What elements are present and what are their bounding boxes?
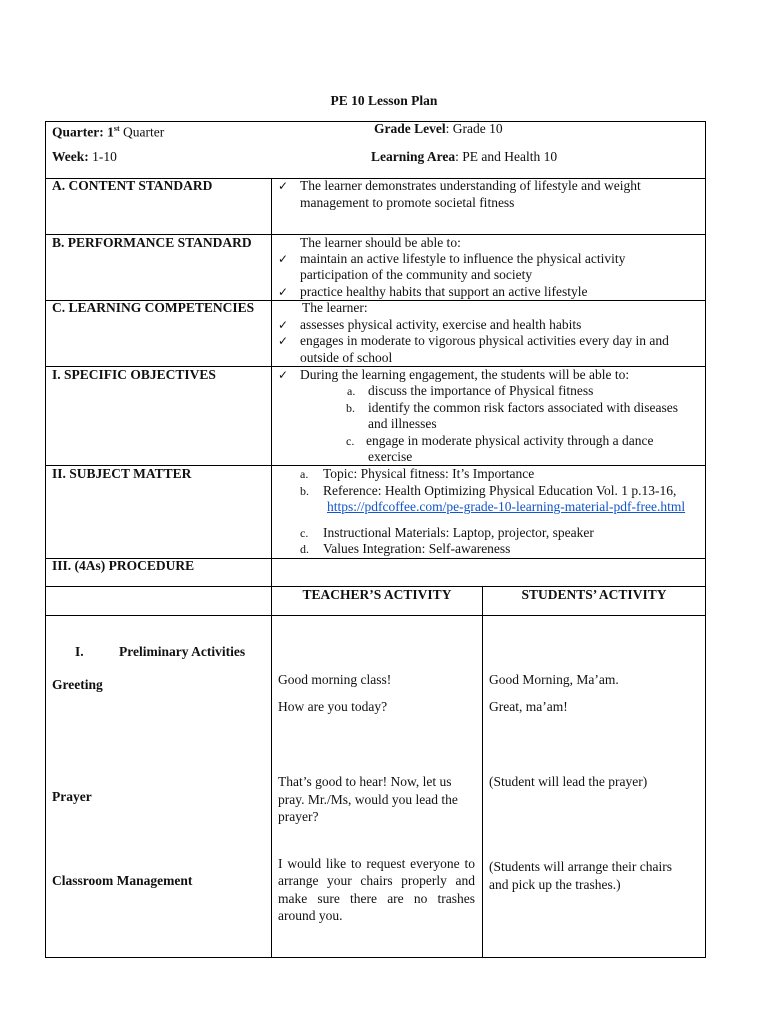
specific-objectives-label: I. SPECIFIC OBJECTIVES	[52, 367, 216, 382]
week-field: Week: 1-10	[52, 149, 117, 164]
teacher-prayer: pray. Mr./Ms, would you lead the	[278, 792, 458, 807]
procedure-label: III. (4As) PROCEDURE	[52, 558, 195, 573]
subject-item: Reference: Health Optimizing Physical Education Vol. 1 p.13-16,	[323, 483, 677, 498]
objective-marker: a.	[347, 384, 356, 398]
student-classroom: and pick up the trashes.)	[489, 877, 621, 892]
check-icon: ✓	[278, 285, 289, 299]
learning-competencies-item: assesses physical activity, exercise and health habits	[300, 317, 582, 332]
performance-standard-intro: The learner should be able to:	[300, 235, 461, 250]
quarter-field: Quarter: 1st Quarter	[52, 124, 165, 140]
objective-item: and illnesses	[368, 416, 437, 431]
preliminary-activities-label: Preliminary Activities	[119, 644, 246, 659]
performance-standard-label: B. PERFORMANCE STANDARD	[52, 235, 252, 250]
teacher-classroom: make sure there are no trashes	[278, 891, 475, 906]
subject-matter-label: II. SUBJECT MATTER	[52, 466, 192, 481]
objective-item: identify the common risk factors associated with diseases	[368, 400, 679, 415]
content-standard-label: A. CONTENT STANDARD	[52, 178, 213, 193]
teacher-greeting: Good morning class!	[278, 672, 392, 687]
teacher-prayer: That’s good to hear! Now, let us	[278, 774, 452, 789]
learning-area-field: Learning Area: PE and Health 10	[371, 149, 558, 164]
check-icon: ✓	[278, 252, 289, 266]
subject-item: Values Integration: Self-awareness	[323, 541, 511, 556]
subject-item: Instructional Materials: Laptop, projector, speaker	[323, 525, 594, 540]
reference-link[interactable]: https://pdfcoffee.com/pe-grade-10-learning-material-pdf-free.html	[327, 499, 686, 514]
teacher-prayer: prayer?	[278, 809, 319, 824]
specific-objectives-intro: During the learning engagement, the students will be able to:	[300, 367, 630, 382]
student-classroom: (Students will arrange their chairs	[489, 859, 672, 874]
check-icon: ✓	[278, 334, 289, 348]
learning-competencies-item: engages in moderate to vigorous physical activities every day in and	[300, 333, 669, 348]
learning-competencies-label: C. LEARNING COMPETENCIES	[52, 300, 255, 315]
prayer-label: Prayer	[52, 789, 92, 804]
teacher-greeting: How are you today?	[278, 699, 388, 714]
classroom-management-label: Classroom Management	[52, 873, 193, 888]
performance-standard-item: practice healthy habits that support an active lifestyle	[300, 284, 588, 299]
objective-item: discuss the importance of Physical fitness	[368, 383, 594, 398]
content-standard-line: The learner demonstrates understanding of lifestyle and weight	[300, 178, 641, 193]
student-greeting: Good Morning, Ma’am.	[489, 672, 619, 687]
teacher-classroom: I would like to request everyone to	[278, 856, 475, 871]
column-divider	[271, 178, 272, 958]
content-standard-line: management to promote societal fitness	[300, 195, 515, 210]
subject-marker: c.	[300, 526, 309, 540]
preliminary-number: I.	[75, 644, 84, 659]
learning-competencies-item: outside of school	[300, 350, 393, 365]
subject-marker: a.	[300, 467, 309, 481]
student-greeting: Great, ma’am!	[489, 699, 568, 714]
grade-level-field: Grade Level: Grade 10	[374, 121, 503, 136]
subject-marker: b.	[300, 484, 309, 498]
performance-standard-item: maintain an active lifestyle to influence the physical activity	[300, 251, 626, 266]
student-prayer: (Student will lead the prayer)	[489, 774, 648, 789]
subject-item: Topic: Physical fitness: It’s Importance	[323, 466, 535, 481]
performance-standard-item: participation of the community and society	[300, 267, 533, 282]
teacher-activity-header: TEACHER’S ACTIVITY	[302, 587, 452, 602]
objective-marker: b.	[346, 401, 355, 415]
check-icon: ✓	[278, 318, 289, 332]
learning-competencies-intro: The learner:	[302, 300, 368, 315]
page-title: PE 10 Lesson Plan	[330, 93, 438, 108]
objective-item: exercise	[368, 449, 413, 464]
check-icon: ✓	[278, 368, 289, 382]
objective-marker: c.	[346, 434, 355, 448]
greeting-label: Greeting	[52, 677, 103, 692]
objective-item: engage in moderate physical activity through a dance	[366, 433, 654, 448]
column-divider	[482, 586, 483, 958]
check-icon: ✓	[278, 179, 289, 193]
students-activity-header: STUDENTS’ ACTIVITY	[521, 587, 667, 602]
row-divider	[45, 615, 706, 616]
teacher-classroom: around you.	[278, 908, 343, 923]
subject-marker: d.	[300, 542, 309, 556]
teacher-classroom: arrange your chairs properly and	[278, 873, 475, 888]
